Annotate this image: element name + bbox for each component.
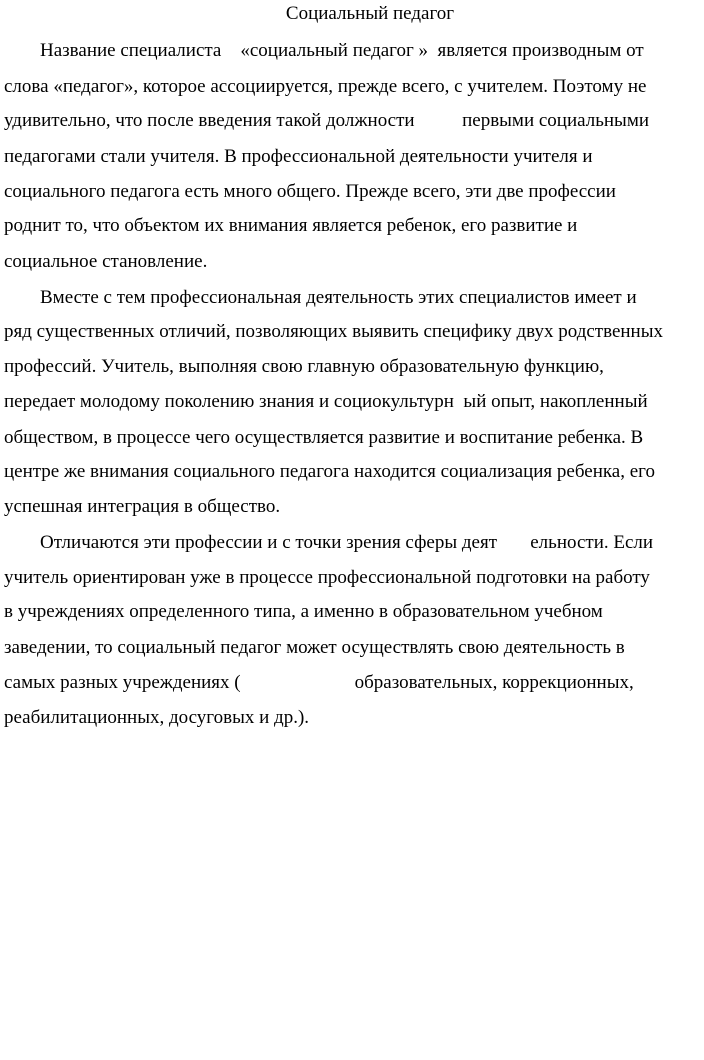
paragraph-2-line-2: ряд существенных отличий, позволяющих выявить специфику двух родственных	[4, 321, 663, 342]
paragraph-1-line-1: Название специалиста «социальный педагог » является производным от	[40, 40, 644, 61]
paragraph-1-line-2: слова «педагог», которое ассоциируется, прежде всего, с учителем. Поэтому не	[4, 76, 647, 97]
paragraph-3-line-1: Отличаются эти профессии и с точки зрения сферы деят ельности. Если	[40, 532, 654, 553]
paragraph-3-line-6: реабилитационных, досуговых и др.).	[4, 707, 310, 728]
paragraph-2-line-5: обществом, в процессе чего осуществляется развитие и воспитание ребенка. В	[4, 427, 644, 448]
paragraph-3-line-2: учитель ориентирован уже в процессе профессиональной подготовки на работу	[4, 567, 650, 588]
paragraph-3-line-4: заведении, то социальный педагог может осуществлять свою деятельность в	[4, 637, 625, 658]
paragraph-1-line-4: педагогами стали учителя. В профессиональной деятельности учителя и	[4, 146, 593, 167]
paragraph-1-line-7: социальное становление.	[4, 251, 208, 272]
paragraph-1-line-6: роднит то, что объектом их внимания является ребенок, его развитие и	[4, 215, 578, 236]
paragraph-2-line-7: успешная интеграция в общество.	[4, 496, 281, 517]
paragraph-2-line-1: Вместе с тем профессиональная деятельность этих специалистов имеет и	[40, 287, 637, 308]
paragraph-1-line-5: социального педагога есть много общего. Прежде всего, эти две профессии	[4, 181, 616, 202]
paragraph-1-line-3: удивительно, что после введения такой должности первыми социальными	[4, 110, 650, 131]
paragraph-3-line-3: в учреждениях определенного типа, а именно в образовательном учебном	[4, 601, 603, 622]
paragraph-2-line-6: центре же внимания социального педагога находится социализация ребенка, его	[4, 461, 655, 482]
document-title: Социальный педагог	[285, 3, 455, 24]
paragraph-2-line-4: передает молодому поколению знания и социокультурн ый опыт, накопленный	[4, 391, 648, 412]
paragraph-3-line-5: самых разных учреждениях ( образовательных, коррекционных,	[4, 672, 634, 693]
paragraph-2-line-3: профессий. Учитель, выполняя свою главную образовательную функцию,	[4, 356, 604, 377]
